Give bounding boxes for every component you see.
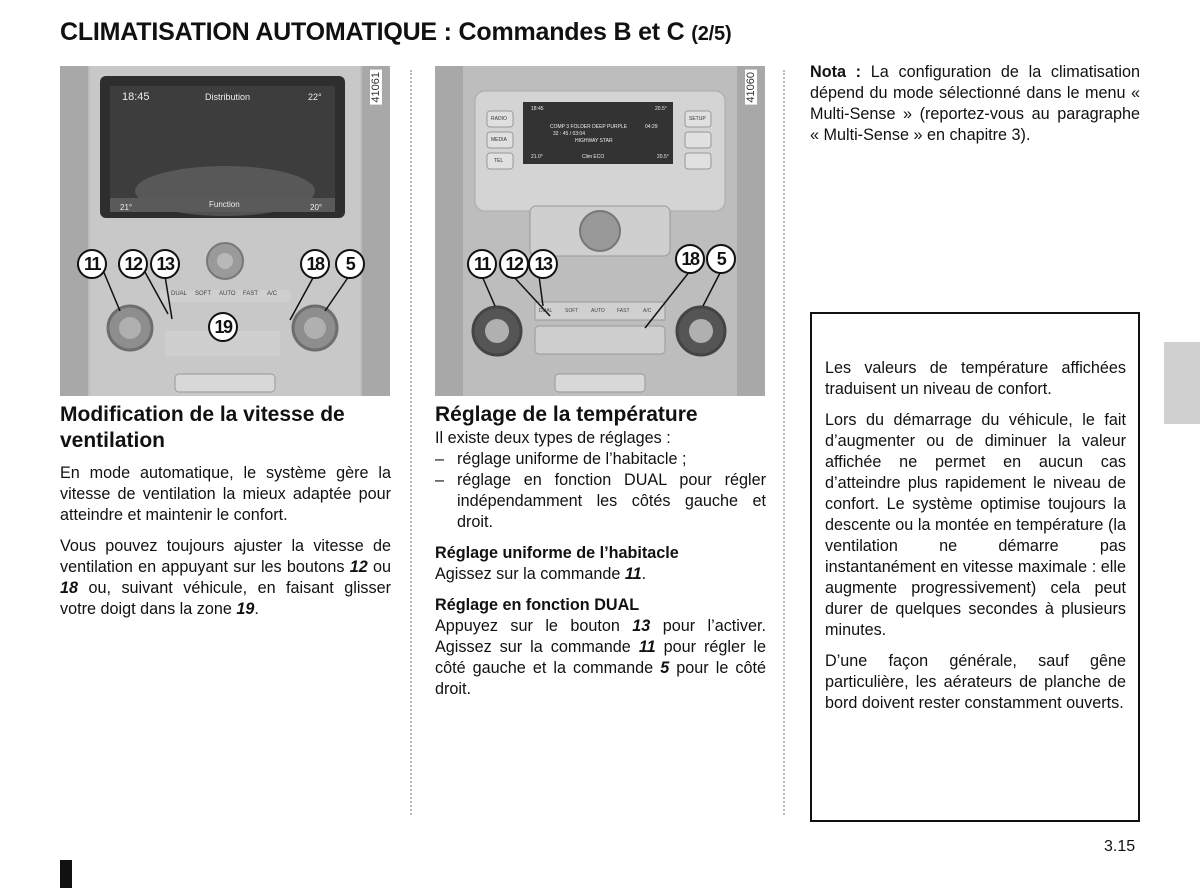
- right-screen-track-title: HIGHWAY STAR: [575, 138, 613, 144]
- right-btn-ac: A/C: [643, 308, 652, 314]
- ref-number-11: 11: [624, 565, 642, 583]
- info-box-paragraph-1: Les valeurs de température affichées traduisent un niveau de confort.: [825, 359, 1126, 398]
- paragraph-intro: Il existe deux types de réglages :: [435, 429, 671, 447]
- nota-block: [810, 62, 1140, 146]
- callout-18-right: 18: [675, 244, 705, 274]
- paragraph-auto-mode: En mode automatique, le système gère la vitesse de ventilation la mieux adaptée pour atteindre et maintenir le confort.: [60, 464, 391, 524]
- left-screen-source: Distribution: [205, 92, 251, 102]
- right-screen-temp: 20.5°: [655, 106, 667, 112]
- title-page-part: (2/5): [691, 23, 732, 45]
- callout-12: 12: [118, 249, 148, 279]
- left-screen-temp-top: 22°: [308, 92, 322, 102]
- nota-text: La configuration de la climatisation dépend du mode sélectionné dans le menu « Multi-Sense » (reportez-vous au paragraphe « Multi-Sense » en chapitre 3).: [810, 63, 1140, 144]
- ref-number-11: 11: [638, 638, 656, 656]
- section-heading-temperature: Réglage de la température: [435, 403, 698, 426]
- left-btn-soft: SOFT: [195, 291, 211, 297]
- page-title: [60, 18, 731, 47]
- callout-11-right: 11: [467, 249, 497, 279]
- callout-19: 19: [208, 312, 238, 342]
- ref-number-18: 18: [60, 579, 79, 597]
- right-btn-setup: SETUP: [689, 116, 706, 122]
- left-btn-ac: A/C: [267, 291, 278, 297]
- ref-number-12: 12: [349, 558, 368, 576]
- ref-number-19: 19: [236, 600, 255, 618]
- list-item: [435, 449, 766, 470]
- info-box: [810, 312, 1140, 822]
- list-item-text: réglage en fonction DUAL pour régler indépendamment les côtés gauche et droit.: [457, 471, 766, 531]
- dashboard-illustration-right: [435, 66, 765, 396]
- text-run: ou, suivant véhicule, en faisant glisser votre doigt dans la zone: [60, 579, 391, 618]
- callout-5-right: 5: [706, 244, 736, 274]
- text-run: pour l’activer. Agissez sur la commande: [435, 617, 766, 656]
- callout-13: 13: [150, 249, 180, 279]
- left-screen-function: Function: [209, 200, 240, 209]
- callout-18: 18: [300, 249, 330, 279]
- callout-12-right: 12: [499, 249, 529, 279]
- ref-number-13: 13: [632, 617, 651, 635]
- left-screen-temp-right: 20°: [310, 203, 323, 212]
- column-2: [435, 402, 766, 700]
- paragraph-uniform: [435, 564, 766, 585]
- dashboard-illustration-left: [60, 66, 390, 396]
- info-box-paragraph-2: Lors du démarrage du véhicule, le fait d’augmenter ou de diminuer la valeur affichée ne permet en aucun cas d’atteindre plus rapidement le niveau de confort. Le système optimise toujours la descente ou la montée en température (la ventilation ne démarre pas instantanément en vitesse maximale : elle augmente progressivement) cela peut durer de quelques secondes à plusieurs minutes.: [825, 411, 1126, 639]
- list-item: [435, 470, 766, 533]
- right-screen-temp-right: 20.5°: [657, 154, 669, 160]
- text-run: pour le côté droit.: [435, 659, 766, 698]
- right-screen-track: COMP 3 FOLDER DEEP PURPLE: [550, 124, 628, 130]
- list-dash: –: [435, 471, 445, 489]
- column-1: [60, 402, 391, 620]
- text-run: Agissez sur la commande: [435, 565, 625, 583]
- text-run: pour régler le côté gauche et la commande: [435, 638, 766, 677]
- left-screen-time: 18:45: [122, 91, 150, 103]
- left-btn-dual: DUAL: [171, 291, 188, 297]
- right-btn-tel: TEL: [494, 158, 504, 164]
- section-heading-ventilation: Modification de la vitesse de ventilation: [60, 403, 345, 452]
- right-screen-eco: Clim ECO: [582, 154, 605, 160]
- right-btn-fast: FAST: [617, 308, 630, 314]
- title-text: CLIMATISATION AUTOMATIQUE : Commandes B et C: [60, 18, 685, 46]
- right-screen-track-info: 32 : 45 / 03:04: [553, 131, 585, 137]
- nota-paragraph: [810, 62, 1140, 146]
- right-btn-media: MEDIA: [491, 137, 507, 143]
- right-btn-dual: DUAL: [539, 308, 553, 314]
- chapter-thumb-tab: [1164, 342, 1200, 424]
- ref-number-5: 5: [660, 659, 670, 677]
- text-run: .: [641, 565, 647, 583]
- right-screen-track-time: 04:29: [645, 124, 658, 130]
- column-divider-2: [783, 70, 785, 815]
- text-run: Vous pouvez toujours ajuster la vitesse de ventilation en appuyant sur les boutons: [60, 537, 391, 576]
- list-dash: –: [435, 450, 445, 468]
- callout-11: 11: [77, 249, 107, 279]
- right-btn-radio: RADIO: [491, 116, 507, 122]
- subheading-uniform: Réglage uniforme de l’habitacle: [435, 544, 679, 562]
- left-screen-temp-left: 21°: [120, 203, 133, 212]
- right-screen-temp-left: 21.0°: [531, 154, 543, 160]
- paragraph-dual: [435, 616, 766, 700]
- info-box-paragraph-3: D’une façon générale, sauf gêne particulière, les aérateurs de planche de bord doivent rester constamment ouverts.: [825, 652, 1126, 712]
- list-item-text: réglage uniforme de l’habitacle ;: [457, 450, 687, 468]
- callout-5: 5: [335, 249, 365, 279]
- right-btn-auto: AUTO: [591, 308, 605, 314]
- right-btn-soft: SOFT: [565, 308, 579, 314]
- callout-13-right: 13: [528, 249, 558, 279]
- figure-right: [435, 66, 765, 396]
- page-number: 3.15: [1104, 838, 1136, 855]
- figure-code-right: 41060: [745, 72, 757, 103]
- nota-label: Nota :: [810, 63, 862, 81]
- figure-left: [60, 66, 390, 396]
- text-run: .: [254, 600, 259, 618]
- column-divider-1: [410, 70, 412, 815]
- right-screen-time: 18:45: [531, 106, 544, 112]
- paragraph-adjust-speed: [60, 536, 391, 620]
- subheading-dual: Réglage en fonction DUAL: [435, 596, 640, 614]
- left-btn-auto: AUTO: [219, 291, 236, 297]
- text-run: Appuyez sur le bouton: [435, 617, 633, 635]
- left-btn-fast: FAST: [243, 291, 259, 297]
- figure-code-left: 41061: [370, 72, 382, 103]
- text-run: ou: [367, 558, 391, 576]
- edge-mark: [60, 860, 72, 888]
